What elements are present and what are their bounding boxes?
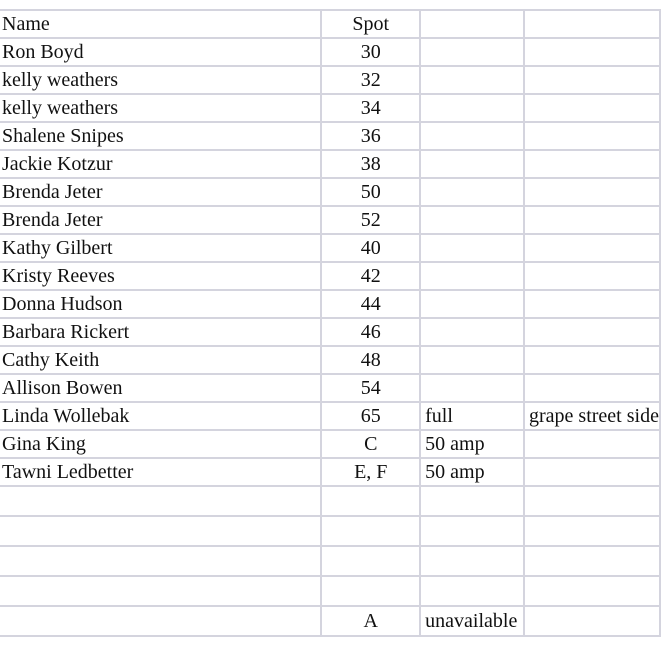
table-row	[0, 318, 660, 346]
spot-cell[interactable]: 30	[321, 38, 420, 66]
spot-cell[interactable]: 36	[321, 122, 420, 150]
col4-text: grape street side	[529, 405, 659, 427]
name-cell[interactable]: Brenda Jeter	[0, 178, 321, 206]
col4-cell[interactable]	[524, 262, 660, 290]
col4-cell[interactable]	[524, 178, 660, 206]
col4-cell[interactable]	[524, 318, 660, 346]
table-row	[0, 94, 660, 122]
spot-cell[interactable]: 38	[321, 150, 420, 178]
col3-cell[interactable]: unavailable	[420, 606, 524, 636]
name-cell[interactable]: Jackie Kotzur	[0, 150, 321, 178]
header-row	[0, 10, 660, 38]
spot-cell[interactable]: 32	[321, 66, 420, 94]
col4-cell[interactable]	[524, 234, 660, 262]
name-cell[interactable]: kelly weathers	[0, 66, 321, 94]
col3-cell[interactable]	[420, 178, 524, 206]
spot-cell[interactable]	[321, 516, 420, 546]
spot-cell[interactable]: 65	[321, 402, 420, 430]
table-row	[0, 430, 660, 458]
spot-cell[interactable]: 40	[321, 234, 420, 262]
col3-cell[interactable]	[420, 94, 524, 122]
col3-cell[interactable]	[420, 122, 524, 150]
name-cell[interactable]: Shalene Snipes	[0, 122, 321, 150]
spot-cell[interactable]: 50	[321, 178, 420, 206]
col3-cell[interactable]	[420, 516, 524, 546]
col4-cell[interactable]	[524, 206, 660, 234]
name-cell[interactable]	[0, 606, 321, 636]
col3-cell[interactable]	[420, 318, 524, 346]
col4-cell[interactable]	[524, 516, 660, 546]
table-row	[0, 346, 660, 374]
col4-cell[interactable]	[524, 94, 660, 122]
col4-cell[interactable]	[524, 122, 660, 150]
spot-cell[interactable]: 46	[321, 318, 420, 346]
spot-cell[interactable]: 48	[321, 346, 420, 374]
col4-cell[interactable]	[524, 576, 660, 606]
col3-cell[interactable]: 50 amp	[420, 458, 524, 486]
spot-cell[interactable]	[321, 486, 420, 516]
header-spot-cell[interactable]: Spot	[321, 10, 420, 38]
name-cell[interactable]: Cathy Keith	[0, 346, 321, 374]
col3-cell[interactable]: 50 amp	[420, 430, 524, 458]
table-row	[0, 576, 660, 606]
name-cell[interactable]	[0, 546, 321, 576]
name-cell[interactable]: Allison Bowen	[0, 374, 321, 402]
name-cell[interactable]: Linda Wollebak	[0, 402, 321, 430]
col4-cell[interactable]	[524, 458, 660, 486]
table-row	[0, 516, 660, 546]
name-cell[interactable]	[0, 516, 321, 546]
table-row	[0, 234, 660, 262]
col4-cell[interactable]	[524, 150, 660, 178]
table-row	[0, 262, 660, 290]
spot-cell[interactable]: 44	[321, 290, 420, 318]
name-cell[interactable]: Donna Hudson	[0, 290, 321, 318]
spot-cell[interactable]: 34	[321, 94, 420, 122]
spot-cell[interactable]	[321, 546, 420, 576]
name-cell[interactable]: Tawni Ledbetter	[0, 458, 321, 486]
col4-cell[interactable]	[524, 402, 660, 430]
table-row	[0, 122, 660, 150]
col3-cell[interactable]	[420, 234, 524, 262]
table-row	[0, 66, 660, 94]
table-row	[0, 178, 660, 206]
spot-assignment-table	[0, 9, 661, 637]
table-row	[0, 206, 660, 234]
col4-cell[interactable]	[524, 374, 660, 402]
col4-cell[interactable]	[524, 38, 660, 66]
header-col3-cell[interactable]	[420, 10, 524, 38]
spot-cell[interactable]: C	[321, 430, 420, 458]
spot-cell[interactable]: 52	[321, 206, 420, 234]
name-cell[interactable]: Kristy Reeves	[0, 262, 321, 290]
col3-cell[interactable]	[420, 576, 524, 606]
name-cell[interactable]: Barbara Rickert	[0, 318, 321, 346]
col4-cell[interactable]	[524, 346, 660, 374]
name-cell[interactable]: Kathy Gilbert	[0, 234, 321, 262]
col3-cell[interactable]	[420, 206, 524, 234]
table-row	[0, 374, 660, 402]
col4-cell[interactable]	[524, 290, 660, 318]
table-row	[0, 606, 660, 636]
col3-cell[interactable]	[420, 66, 524, 94]
name-cell[interactable]	[0, 486, 321, 516]
col3-cell[interactable]	[420, 346, 524, 374]
table-row	[0, 38, 660, 66]
col3-cell[interactable]: full	[420, 402, 524, 430]
spot-cell[interactable]: E, F	[321, 458, 420, 486]
col3-cell[interactable]	[420, 290, 524, 318]
table-row	[0, 150, 660, 178]
spot-cell[interactable]: 42	[321, 262, 420, 290]
header-name-cell[interactable]: Name	[0, 10, 321, 38]
spot-cell[interactable]: 54	[321, 374, 420, 402]
table-body	[0, 10, 660, 636]
col3-cell[interactable]	[420, 374, 524, 402]
table-row	[0, 546, 660, 576]
spot-cell[interactable]: A	[321, 606, 420, 636]
col3-cell[interactable]	[420, 486, 524, 516]
table-row	[0, 402, 660, 430]
col4-cell[interactable]	[524, 430, 660, 458]
name-cell[interactable]: Ron Boyd	[0, 38, 321, 66]
name-cell[interactable]: Gina King	[0, 430, 321, 458]
table-row	[0, 458, 660, 486]
header-col4-cell[interactable]	[524, 10, 660, 38]
col3-cell[interactable]	[420, 262, 524, 290]
col3-cell[interactable]	[420, 150, 524, 178]
name-cell[interactable]: Brenda Jeter	[0, 206, 321, 234]
col4-cell[interactable]	[524, 606, 660, 636]
col3-cell[interactable]	[420, 546, 524, 576]
col4-cell[interactable]	[524, 66, 660, 94]
name-cell[interactable]	[0, 576, 321, 606]
table-row	[0, 290, 660, 318]
table-row	[0, 486, 660, 516]
spot-cell[interactable]	[321, 576, 420, 606]
col3-cell[interactable]	[420, 38, 524, 66]
name-cell[interactable]: kelly weathers	[0, 94, 321, 122]
col4-cell[interactable]	[524, 486, 660, 516]
col4-cell[interactable]	[524, 546, 660, 576]
